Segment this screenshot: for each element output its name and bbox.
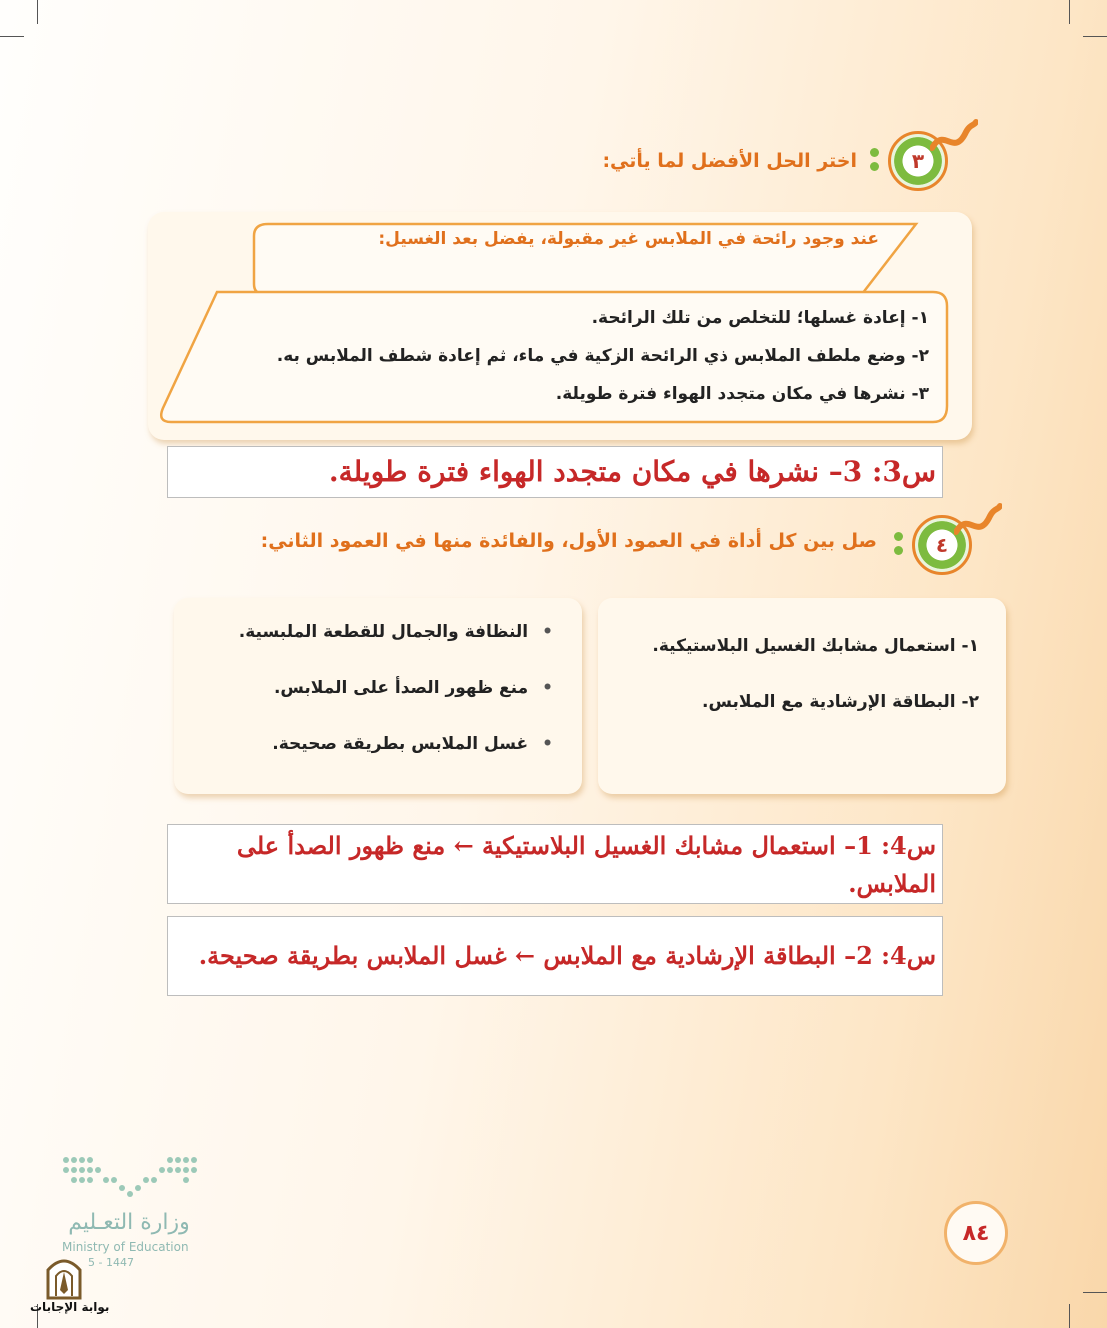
site-name: بوابة الإجابات	[30, 1300, 110, 1314]
column-one-item-2: ٢- البطاقة الإرشادية مع الملابس.	[702, 692, 979, 712]
crop-mark	[1069, 1304, 1070, 1328]
option-3: ٣- نشرها في مكان متجدد الهواء فترة طويلة.	[555, 384, 929, 404]
question-4-answer-2: س4: 2– البطاقة الإرشادية مع الملابس ← غسل الملابس بطريقة صحيحة.	[167, 916, 943, 996]
option-2: ٢- وضع ملطف الملابس ذي الرائحة الزكية في ماء، ثم إعادة شطف الملابس به.	[276, 346, 929, 366]
ministry-name-arabic: وزارة التعـليم	[68, 1210, 190, 1235]
question-3-title: اختر الحل الأفضل لما يأتي:	[602, 150, 857, 172]
site-logo-icon	[44, 1256, 84, 1300]
crop-mark	[1083, 36, 1107, 37]
crop-mark	[37, 0, 38, 24]
crop-mark	[1083, 1292, 1107, 1293]
answer-1-line-1: س4: 1– استعمال مشابك الغسيل البلاستيكية ← منع ظهور الصدأ على	[236, 831, 936, 860]
page-number-text: ٨٤	[962, 1220, 990, 1246]
option-1: ١- إعادة غسلها؛ للتخلص من تلك الرائحة.	[591, 308, 929, 328]
question-3-number: ٣	[911, 149, 925, 173]
question-3-prompt: عند وجود رائحة في الملابس غير مقبولة، يفضل بعد الغسيل:	[378, 229, 879, 249]
column-two-item-2: • منع ظهور الصدأ على الملابس.	[274, 678, 553, 698]
crop-mark	[1069, 0, 1070, 24]
question-4-number: ٤	[935, 533, 949, 557]
crop-mark	[0, 36, 24, 37]
question-4-answer-1	[167, 824, 943, 904]
ministry-logo-icon	[62, 1154, 198, 1198]
question-4-dots	[894, 532, 904, 560]
page-number	[944, 1201, 1008, 1265]
column-two-item-3: • غسل الملابس بطريقة صحيحة.	[272, 734, 553, 754]
column-two-item-1: • النظافة والجمال للقطعة الملبسية.	[239, 622, 553, 642]
question-4-title: صل بين كل أداة في العمود الأول، والفائدة منها في العمود الثاني:	[260, 530, 877, 552]
answer-1-line-2: الملابس.	[848, 869, 936, 898]
question-3-dots	[870, 148, 880, 176]
ministry-year: 5 - 1447	[88, 1256, 134, 1269]
ministry-name-english: Ministry of Education	[62, 1240, 189, 1254]
badge-swoosh-icon	[930, 118, 978, 158]
column-one-item-1: ١- استعمال مشابك الغسيل البلاستيكية.	[652, 636, 979, 656]
question-3-answer: س3: 3– نشرها في مكان متجدد الهواء فترة طويلة.	[167, 446, 943, 498]
badge-swoosh-icon	[954, 502, 1002, 542]
